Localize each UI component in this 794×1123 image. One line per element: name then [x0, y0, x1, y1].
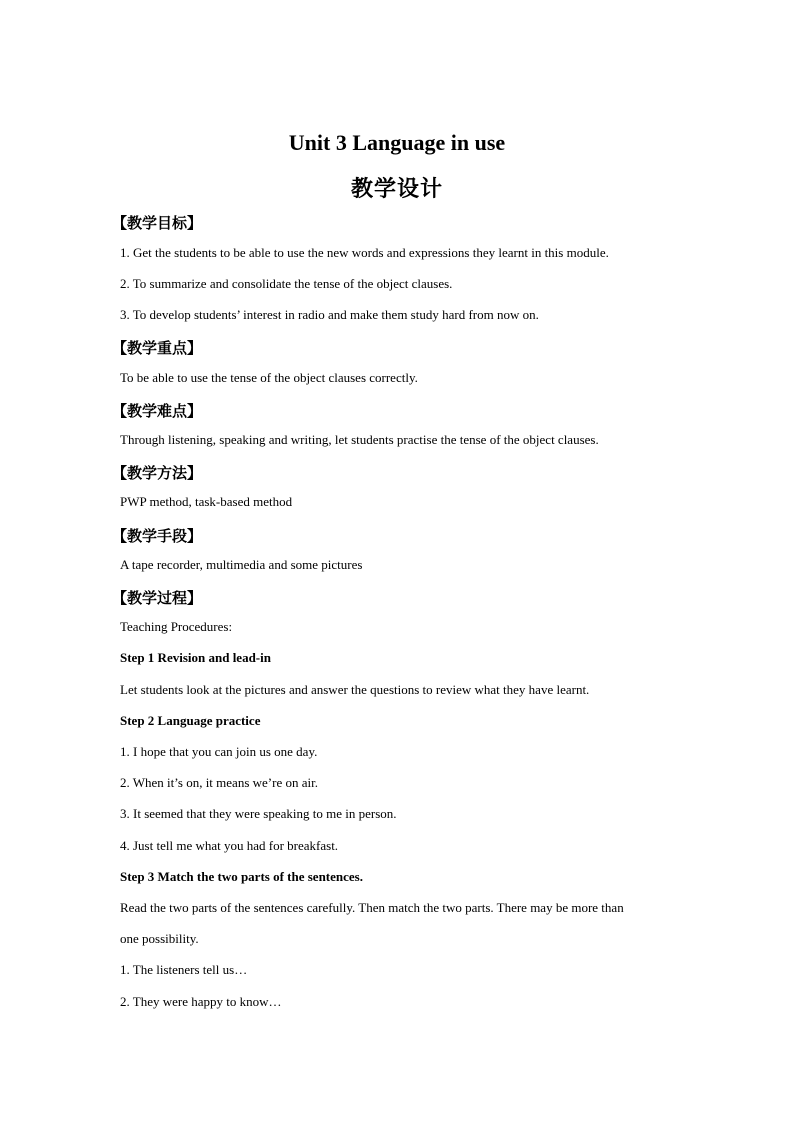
step-1-text: Let students look at the pictures and answer the questions to review what they have learnt.	[120, 682, 590, 697]
step-3-title: Step 3 Match the two parts of the sentences.	[120, 869, 363, 884]
section-heading-difficulties: 【教学难点】	[112, 402, 203, 420]
section-heading-aids: 【教学手段】	[112, 527, 203, 545]
objective-item: 2. To summarize and consolidate the tense of the object clauses.	[120, 276, 453, 291]
step-2-item: 1. I hope that you can join us one day.	[120, 744, 318, 759]
methods-text: PWP method, task-based method	[120, 494, 293, 509]
step-3-item: 2. They were happy to know…	[120, 994, 282, 1009]
key-points-text: To be able to use the tense of the object clauses correctly.	[120, 370, 418, 385]
step-1-title: Step 1 Revision and lead-in	[120, 650, 271, 665]
step-2-title: Step 2 Language practice	[120, 713, 261, 728]
step-2-item: 2. When it’s on, it means we’re on air.	[120, 775, 318, 790]
section-heading-key-points: 【教学重点】	[112, 339, 203, 357]
step-2-item: 3. It seemed that they were speaking to me in person.	[120, 806, 397, 821]
section-heading-procedure: 【教学过程】	[112, 589, 203, 607]
aids-text: A tape recorder, multimedia and some pictures	[120, 557, 363, 572]
section-heading-methods: 【教学方法】	[112, 464, 203, 482]
step-2-item: 4. Just tell me what you had for breakfast.	[120, 838, 339, 853]
section-heading-objectives: 【教学目标】	[112, 214, 203, 232]
step-3-text-line-1: Read the two parts of the sentences carefully. Then match the two parts. There may be more than	[120, 900, 624, 915]
step-3-item: 1. The listeners tell us…	[120, 962, 248, 977]
procedure-intro: Teaching Procedures:	[120, 619, 233, 634]
objective-item: 1. Get the students to be able to use the new words and expressions they learnt in this module.	[120, 245, 609, 260]
objective-item: 3. To develop students’ interest in radio and make them study hard from now on.	[120, 307, 539, 322]
page-subtitle: 教学设计	[350, 177, 443, 202]
difficulties-text: Through listening, speaking and writing, let students practise the tense of the object clauses.	[120, 432, 599, 447]
step-3-text-line-2: one possibility.	[120, 931, 199, 946]
page-title: Unit 3 Language in use	[288, 130, 506, 155]
